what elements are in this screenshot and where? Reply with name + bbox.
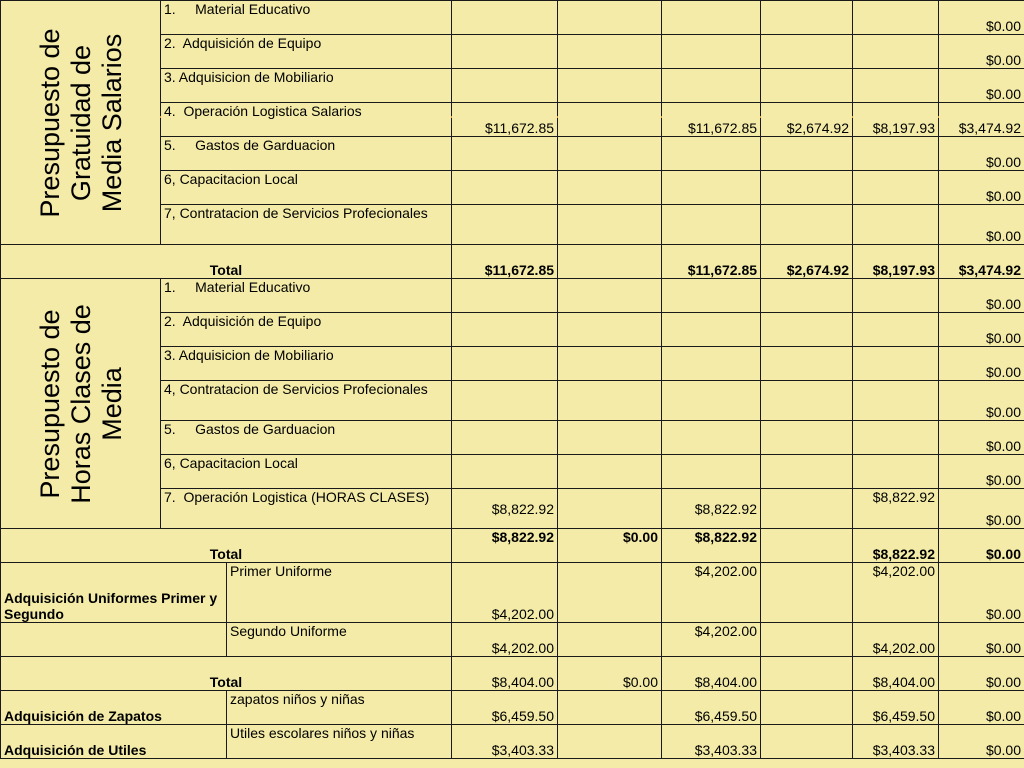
cell bbox=[452, 35, 558, 69]
cell bbox=[452, 171, 558, 205]
s1-label: 2. Adquisición de Equipo bbox=[161, 35, 452, 69]
s1-label: 3. Adquisicion de Mobiliario bbox=[161, 69, 452, 103]
cell: $8,822.92 bbox=[853, 489, 939, 529]
cell bbox=[761, 137, 853, 171]
cell bbox=[853, 1, 939, 35]
cell: $8,822.92 bbox=[662, 489, 761, 529]
cell bbox=[853, 279, 939, 313]
cell: $2,674.92 bbox=[761, 103, 853, 137]
cell bbox=[662, 69, 761, 103]
cell: $0.00 bbox=[939, 455, 1024, 489]
cell bbox=[662, 171, 761, 205]
cell bbox=[558, 347, 662, 381]
cell: $0.00 bbox=[939, 137, 1024, 171]
zapatos-label: zapatos niños y niñas bbox=[227, 691, 452, 725]
cell: $6,459.50 bbox=[662, 691, 761, 725]
cell bbox=[452, 69, 558, 103]
s1-label: 1. Material Educativo bbox=[161, 1, 452, 35]
total-cell: $8,404.00 bbox=[853, 657, 939, 691]
total-label: Total bbox=[1, 529, 452, 563]
cell bbox=[662, 421, 761, 455]
cell bbox=[558, 103, 662, 137]
cell bbox=[761, 455, 853, 489]
s2-title-cell bbox=[1, 279, 161, 529]
cell bbox=[761, 381, 853, 421]
total-cell: $0.00 bbox=[558, 529, 662, 563]
cell bbox=[452, 313, 558, 347]
s2-label: 1. Material Educativo bbox=[161, 279, 452, 313]
cell: $0.00 bbox=[939, 489, 1024, 529]
cell bbox=[662, 455, 761, 489]
cell bbox=[853, 205, 939, 245]
cell bbox=[558, 623, 662, 657]
empty-cell bbox=[1, 623, 227, 657]
cell: $6,459.50 bbox=[452, 691, 558, 725]
cell bbox=[558, 313, 662, 347]
cell: $3,403.33 bbox=[853, 725, 939, 759]
cell bbox=[853, 171, 939, 205]
cell bbox=[662, 35, 761, 69]
cell: $0.00 bbox=[939, 691, 1024, 725]
total-cell: $11,672.85 bbox=[452, 245, 558, 279]
cell bbox=[558, 691, 662, 725]
total-cell bbox=[761, 657, 853, 691]
cell bbox=[558, 421, 662, 455]
cell bbox=[853, 455, 939, 489]
cell: $4,202.00 bbox=[452, 563, 558, 623]
cell bbox=[662, 137, 761, 171]
cell bbox=[853, 69, 939, 103]
total-cell: $8,822.92 bbox=[853, 529, 939, 563]
cell bbox=[452, 137, 558, 171]
cell: $4,202.00 bbox=[662, 563, 761, 623]
cell bbox=[452, 381, 558, 421]
total-cell: $8,197.93 bbox=[853, 245, 939, 279]
cell bbox=[452, 347, 558, 381]
cell: $6,459.50 bbox=[853, 691, 939, 725]
cell bbox=[662, 381, 761, 421]
cell bbox=[558, 171, 662, 205]
cell: $0.00 bbox=[939, 563, 1024, 623]
cell bbox=[662, 279, 761, 313]
cell bbox=[761, 725, 853, 759]
cell: $0.00 bbox=[939, 69, 1024, 103]
cell bbox=[853, 381, 939, 421]
zapatos-title: Adquisición de Zapatos bbox=[1, 691, 227, 725]
cell: $4,202.00 bbox=[853, 563, 939, 623]
cell: $8,822.92 bbox=[452, 489, 558, 529]
utiles-label: Utiles escolares niños y niñas bbox=[227, 725, 452, 759]
cell bbox=[761, 563, 853, 623]
cell bbox=[853, 347, 939, 381]
cell bbox=[452, 205, 558, 245]
cell: $0.00 bbox=[939, 313, 1024, 347]
s2-total-row bbox=[1, 529, 1024, 563]
s2-label: 7. Operación Logistica (HORAS CLASES) bbox=[161, 489, 452, 529]
cell: $0.00 bbox=[939, 205, 1024, 245]
cell bbox=[452, 1, 558, 35]
s1-label: 7, Contratacion de Servicios Profecionales bbox=[161, 205, 452, 245]
uniform-label: Primer Uniforme bbox=[227, 563, 452, 623]
cell bbox=[761, 489, 853, 529]
cell bbox=[452, 455, 558, 489]
s2-label: 2. Adquisición de Equipo bbox=[161, 313, 452, 347]
cell bbox=[558, 279, 662, 313]
total-cell: $8,822.92 bbox=[452, 529, 558, 563]
cell bbox=[662, 313, 761, 347]
zapatos-row bbox=[1, 691, 1024, 725]
s2-label: 4, Contratacion de Servicios Profecionales bbox=[161, 381, 452, 421]
cell bbox=[853, 421, 939, 455]
s1-total-row bbox=[1, 245, 1024, 279]
cell bbox=[558, 137, 662, 171]
total-cell: $3,474.92 bbox=[939, 245, 1024, 279]
cell bbox=[662, 347, 761, 381]
s1-label: 4. Operación Logistica Salarios bbox=[161, 103, 452, 137]
total-label: Total bbox=[1, 245, 452, 279]
cell: $0.00 bbox=[939, 623, 1024, 657]
cell bbox=[761, 205, 853, 245]
cell bbox=[558, 455, 662, 489]
cell: $0.00 bbox=[939, 381, 1024, 421]
cell: $8,197.93 bbox=[853, 103, 939, 137]
total-cell: $0.00 bbox=[939, 529, 1024, 563]
cell: $0.00 bbox=[939, 725, 1024, 759]
cell bbox=[558, 69, 662, 103]
s2-label: 3. Adquisicion de Mobiliario bbox=[161, 347, 452, 381]
s1-label: 6, Capacitacion Local bbox=[161, 171, 452, 205]
total-cell: $8,404.00 bbox=[452, 657, 558, 691]
cell bbox=[761, 171, 853, 205]
uniformes-title: Adquisición Uniformes Primer y Segundo bbox=[1, 563, 227, 623]
cell bbox=[558, 381, 662, 421]
s2-row bbox=[1, 279, 1024, 313]
cell bbox=[853, 313, 939, 347]
cell bbox=[558, 563, 662, 623]
cell bbox=[761, 421, 853, 455]
cell bbox=[761, 623, 853, 657]
uniform-label: Segundo Uniforme bbox=[227, 623, 452, 657]
cell bbox=[761, 279, 853, 313]
uniform-row bbox=[1, 563, 1024, 623]
cell bbox=[761, 1, 853, 35]
cell bbox=[662, 205, 761, 245]
s1-row bbox=[1, 1, 1024, 35]
cell: $4,202.00 bbox=[452, 623, 558, 657]
cell: $3,474.92 bbox=[939, 103, 1024, 137]
cell bbox=[853, 137, 939, 171]
cell: $0.00 bbox=[939, 279, 1024, 313]
total-cell: $11,672.85 bbox=[662, 245, 761, 279]
s2-label: 5. Gastos de Garduacion bbox=[161, 421, 452, 455]
cell bbox=[761, 69, 853, 103]
s1-title-cell bbox=[1, 1, 161, 245]
cell: $0.00 bbox=[939, 1, 1024, 35]
utiles-title: Adquisición de Utiles bbox=[1, 725, 227, 759]
total-cell: $8,404.00 bbox=[662, 657, 761, 691]
cell: $0.00 bbox=[939, 35, 1024, 69]
cell bbox=[761, 35, 853, 69]
cell bbox=[558, 725, 662, 759]
uniform-row bbox=[1, 623, 1024, 657]
total-cell bbox=[558, 245, 662, 279]
cell: $4,202.00 bbox=[662, 623, 761, 657]
uniform-total-row bbox=[1, 657, 1024, 691]
cell bbox=[558, 35, 662, 69]
cell: $3,403.33 bbox=[662, 725, 761, 759]
total-cell bbox=[761, 529, 853, 563]
cell bbox=[558, 205, 662, 245]
cell bbox=[761, 691, 853, 725]
total-label: Total bbox=[1, 657, 452, 691]
cell bbox=[558, 489, 662, 529]
s1-label: 5. Gastos de Garduacion bbox=[161, 137, 452, 171]
cell: $0.00 bbox=[939, 347, 1024, 381]
total-cell: $0.00 bbox=[558, 657, 662, 691]
utiles-row bbox=[1, 725, 1024, 759]
total-cell: $8,822.92 bbox=[662, 529, 761, 563]
total-cell: $2,674.92 bbox=[761, 245, 853, 279]
cell bbox=[558, 1, 662, 35]
cell: $11,672.85 bbox=[452, 103, 558, 137]
cell bbox=[761, 347, 853, 381]
cell: $0.00 bbox=[939, 421, 1024, 455]
s1-title: Presupuesto de Gratuidad de Media Salarios bbox=[34, 27, 126, 218]
cell bbox=[452, 421, 558, 455]
s2-title: Presupuesto de Horas Clases de Media bbox=[34, 303, 126, 504]
cell bbox=[662, 1, 761, 35]
cell: $3,403.33 bbox=[452, 725, 558, 759]
s2-label: 6, Capacitacion Local bbox=[161, 455, 452, 489]
cell bbox=[853, 35, 939, 69]
cell bbox=[761, 313, 853, 347]
cell bbox=[452, 279, 558, 313]
cell: $4,202.00 bbox=[853, 623, 939, 657]
cell: $0.00 bbox=[939, 171, 1024, 205]
total-cell: $0.00 bbox=[939, 657, 1024, 691]
cell: $11,672.85 bbox=[662, 103, 761, 137]
